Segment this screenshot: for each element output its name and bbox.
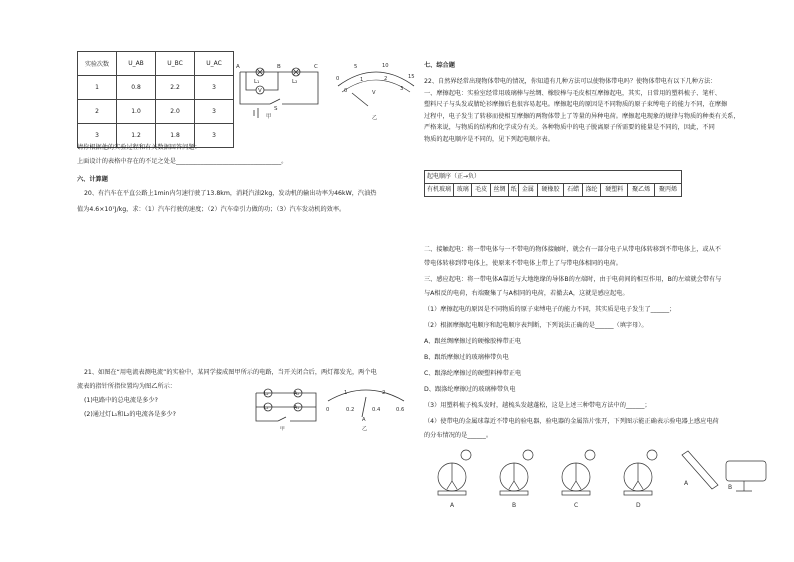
unit-v: V: [372, 90, 376, 96]
label-b: B: [277, 64, 281, 70]
svg-text:L₂: L₂: [264, 392, 269, 397]
q22-sub-4-line-1: （4）使带电的金属球靠近不带电的验电器，验电器的金属箔片张开，下列图示能正确表示验电器上感应电荷: [424, 418, 719, 425]
option-b: B、跟纸摩擦过的玻璃棒带负电: [424, 354, 509, 361]
order-cell: 石蜡: [564, 184, 582, 197]
p3-line-2: 与A相反的电荷，右端聚集了与A相同的电荷，若撤去A，这就是感应起电。: [424, 290, 629, 297]
order-caption: 起电顺序（正→负）: [425, 171, 682, 184]
figure-yi-caption: 乙: [372, 115, 378, 121]
table-header-cell: 实验次数: [78, 52, 117, 76]
option-d: D、跟涤纶摩擦过的玻璃棒带负电: [424, 386, 516, 393]
rod-label-a: A: [684, 480, 689, 487]
table-cell: 1.2: [117, 124, 156, 148]
p3-line-1: 三、感应起电：将一带电体A靠近与大地绝缘的导体B的左端时，由于电荷间的相互作用，B的左端就会带有与: [424, 276, 722, 283]
table-cell: 1: [78, 76, 117, 100]
table-header-row: [78, 52, 234, 76]
q22-line: 一、摩擦起电：实验室经常用玻璃棒与丝绸、橡胶棒与毛皮相互摩擦起电，其实，日常用的塑料梳子、笔杆、: [424, 89, 721, 97]
order-cell: 有机玻璃: [425, 184, 454, 197]
table-header-cell: U_AB: [117, 52, 156, 76]
q22-line: 物质的起电顺序是不同的，见下列起电顺序表。: [424, 135, 554, 143]
table-cell: 0.8: [117, 76, 156, 100]
order-cell: 纸: [509, 184, 519, 197]
table-cell: 2.0: [156, 100, 195, 124]
table-cell: 2.2: [156, 76, 195, 100]
q22-sub-4-line-2: 的分布情况的是______。: [424, 432, 493, 439]
order-cell: 硬塑料: [601, 184, 628, 197]
ammeter-dial: [322, 387, 410, 432]
order-cell: 聚丙烯: [655, 184, 682, 197]
scale-top-0: 0: [336, 76, 340, 82]
electroscope-d: [624, 450, 657, 495]
svg-text:L₁: L₁: [264, 406, 269, 411]
table-header-cell: U_BC: [156, 52, 195, 76]
scale-top-1: 1: [344, 390, 348, 396]
voltmeter-dial: [332, 58, 420, 122]
table-cell: 3: [195, 124, 234, 148]
scale-top-15: 15: [408, 74, 415, 80]
table-cell: 1.0: [117, 100, 156, 124]
scale-0-4: 0.4: [372, 407, 381, 413]
q22-sub-1: （1）摩擦起电的原因是不同物质的原子束缚电子的能力不同，其实质是电子发生了______；: [424, 306, 676, 313]
electroscope-c: [562, 450, 595, 495]
q22-paragraph: [424, 76, 780, 145]
p2-line-2: 带电体转移到带电体上，使原来不带电体上带上了与带电体相同的电荷。: [424, 260, 622, 267]
parallel-circuit-diagram: [250, 387, 322, 432]
q22-sub-3: （3）用塑料梳子梳头发时，越梳头发越蓬松，这是上述三种带电方法中的______；: [424, 402, 651, 409]
series-circuit-diagram: [232, 58, 327, 120]
table-header-cell: U_AC: [195, 52, 234, 76]
scale-top-10: 10: [382, 63, 389, 69]
order-cell: 涤纶: [582, 184, 600, 197]
question-intro: 请你根据他的实验过程和有关数据回答问题：: [77, 144, 201, 151]
section-6-heading: 六、计算题: [77, 176, 108, 183]
label-a: A: [236, 64, 240, 70]
q22-line: 塑料尺子与头发或腈纶衫摩擦后也很容易起电。摩擦起电的原因是不同物质的原子束缚电子的能力不同，在摩擦: [424, 101, 728, 108]
table-cell: 3: [195, 100, 234, 124]
electroscope-figures: [430, 445, 785, 511]
order-cell: 丝绸: [490, 184, 508, 197]
order-cell: 聚乙烯: [628, 184, 655, 197]
table-row: [78, 76, 234, 100]
order-cell: 硬橡胶: [537, 184, 564, 197]
scale-bottom-3: 3: [400, 86, 404, 92]
option-c: C、跟涤纶摩擦过的硬塑料棒带正电: [424, 370, 522, 377]
order-cell: 玻璃: [454, 184, 472, 197]
label-c: C: [314, 64, 318, 70]
question-blank: 上面设计的表格中存在的不足之处是__________________________________。: [77, 158, 288, 165]
figure-jia-caption: 甲: [266, 114, 272, 120]
q22-line: 过程中，电子发生了转移而使相互摩擦的两物体带上了等量的异种电荷。摩擦起电现象的规律与物质的种类有关系，: [424, 112, 740, 120]
q20-line-1: 20、有汽车在平直公路上1min内匀速行驶了13.8km，消耗汽油2kg，发动机的输出功率为46kW，汽油热: [84, 190, 377, 197]
bottom-jia-caption: 甲: [280, 427, 285, 432]
p2-line-1: 二、接触起电：将一带电体与一不带电的物体接触时，就会有一部分电子从带电体转移到不带电体上，或从不: [424, 246, 721, 253]
unit-a: A: [362, 417, 366, 423]
scale-0-2: 0.2: [346, 407, 355, 413]
svg-text:A₂: A₂: [294, 392, 300, 397]
fig-label-a: A: [450, 502, 455, 509]
bottom-yi-caption: 乙: [362, 426, 368, 432]
scale-0-6: 0.6: [396, 407, 405, 413]
q22-line: 22、自然界经常出现物体带电的情况，你知道有几种方法可以使物体带电吗？使物体带电有以下几种方法：: [424, 78, 717, 85]
table-row: [78, 100, 234, 124]
q22-line: 严格来说，与物质的结构和化学成分有关。各种物质中的电子脱离原子所需要的能量是不同的，因此，不同: [424, 124, 715, 131]
q21-line-2: 流表的指针所指位置均为图乙所示：: [77, 383, 176, 390]
fig-label-c: C: [574, 502, 579, 509]
label-l2: L₂: [292, 79, 298, 85]
fig-label-b: B: [512, 502, 517, 509]
q22-sub-2: （2）根据摩擦起电顺序和起电顺序表判断，下列说法正确的是______（填字母）。: [424, 322, 648, 329]
order-cell: 毛皮: [472, 184, 490, 197]
section-7-heading: 七、综合题: [424, 62, 455, 69]
scale-0: 0: [326, 407, 330, 413]
q20-line-2: 值为4.6×10⁷J/kg，求：（1）汽车行驶的速度；（2）汽车牵引力做的功；（3）汽车发动机的效率。: [77, 206, 346, 213]
label-v: V: [258, 88, 262, 94]
svg-text:A₁: A₁: [294, 406, 300, 411]
table-cell: 1.8: [156, 124, 195, 148]
voltage-data-table: [77, 51, 234, 148]
scale-top-5: 5: [354, 64, 358, 70]
q21-line-1: 21、如图在“用电流表测电流”的实验中，某同学接成图甲所示的电路，当开关闭合后，两灯都发光，两个电: [84, 369, 377, 376]
charge-order-table: [424, 170, 682, 197]
table-caption-row: [425, 171, 682, 184]
q21-line-3: (1)电路中的总电流是多少?: [84, 397, 158, 404]
table-row: [425, 184, 682, 197]
label-s: S: [274, 106, 278, 112]
order-cell: 金属: [519, 184, 537, 197]
label-l1: L₁: [254, 79, 260, 85]
electroscope-b: [500, 450, 533, 495]
option-a: A、跟丝绸摩擦过的硬橡胶棒带正电: [424, 338, 522, 345]
q21-line-4: (2)通过灯L₁和L₂的电流各是多少?: [84, 411, 176, 418]
scale-bottom-0: 0: [344, 88, 348, 94]
conductor-label-b: B: [728, 484, 733, 491]
scale-bottom-1: 1: [360, 77, 364, 83]
table-cell: 3: [195, 76, 234, 100]
electroscope-a: [438, 450, 471, 495]
charged-rod-and-conductor: [682, 451, 766, 491]
scale-bottom-2: 2: [384, 76, 388, 82]
fig-label-d: D: [636, 502, 641, 509]
table-cell: 2: [78, 100, 117, 124]
table-cell: 3: [78, 124, 117, 148]
scale-top-2: 2: [382, 390, 386, 396]
